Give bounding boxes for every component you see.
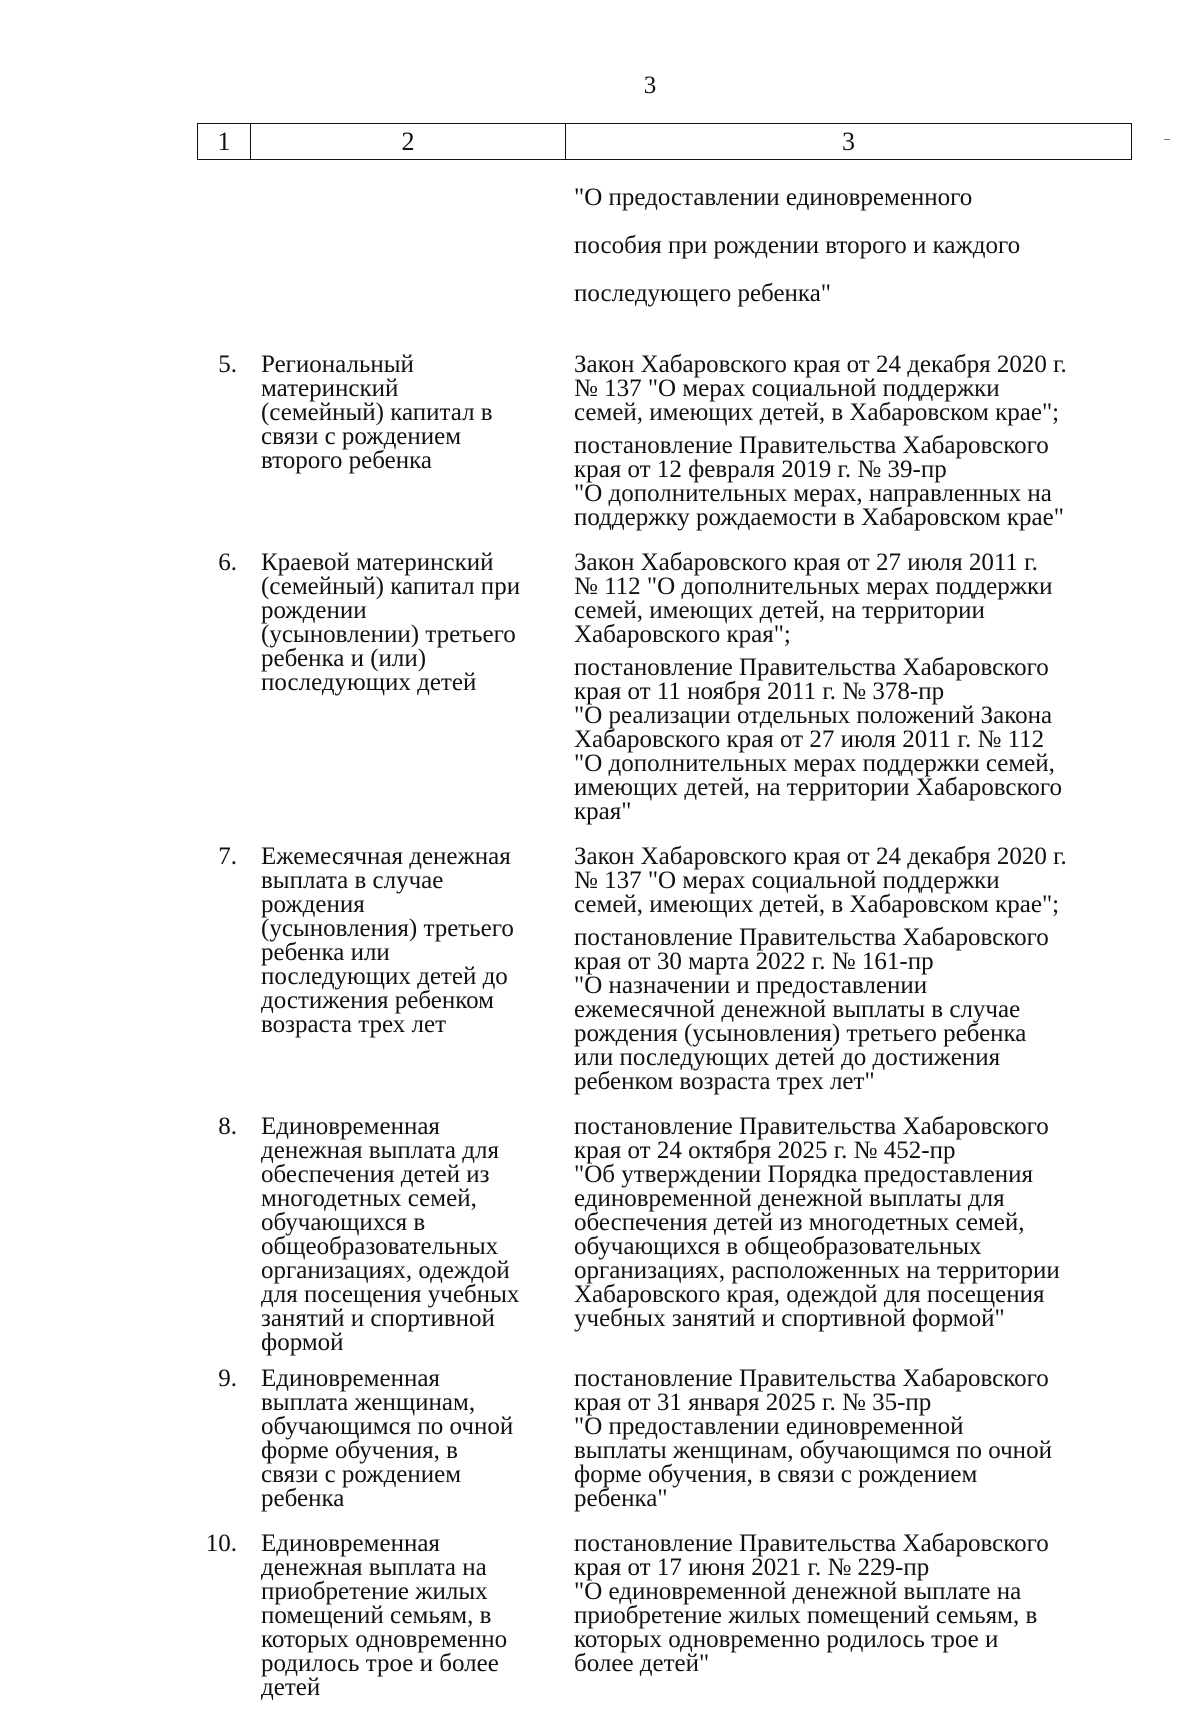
table-header-row xyxy=(197,123,1132,160)
legal-acts xyxy=(562,1367,1122,1520)
continuation-row xyxy=(0,162,1200,339)
row-number: 5. xyxy=(218,351,237,378)
table-row xyxy=(0,551,1200,833)
measures-list xyxy=(0,353,1200,1700)
table-row xyxy=(0,1532,1200,1700)
row-number: 7. xyxy=(218,843,237,870)
header-col-1: 1 xyxy=(198,124,251,159)
legal-acts xyxy=(562,353,1122,539)
table-row xyxy=(0,845,1200,1103)
measure-name: Единовременная денежная выплата для обеспечения детей из многодетных семей, обучающихся в общеобразовательных организациях, одеждой для посещения учебных занятий и спортивной формой xyxy=(261,1113,520,1356)
measure-name: Единовременная выплата женщинам, обучающимся по очной форме обучения, в связи с рождением ребенка xyxy=(261,1365,514,1512)
table-row xyxy=(0,353,1200,539)
legal-act: Закон Хабаровского края от 24 декабря 2020 г. № 137 "О мерах социальной поддержки семей, имеющих детей, в Хабаровском крае"; xyxy=(574,351,1067,426)
table-row xyxy=(0,1115,1200,1355)
scan-mark xyxy=(1164,139,1170,140)
row-number: 9. xyxy=(218,1365,237,1392)
legal-act: Закон Хабаровского края от 27 июля 2011 г. № 112 "О дополнительных мерах поддержки семей, имеющих детей, на территории Хабаровского края"; xyxy=(574,549,1053,648)
measure-name: Ежемесячная денежная выплата в случае рождения (усыновления) третьего ребенка или последующих детей до достижения ребенком возраста трех лет xyxy=(261,843,514,1038)
legal-acts xyxy=(562,1115,1122,1355)
header-col-2: 2 xyxy=(251,124,566,159)
row-number: 6. xyxy=(218,549,237,576)
measure-name: Единовременная денежная выплата на приобретение жилых помещений семьям, в которых одновременно родилось трое и более детей xyxy=(261,1530,508,1701)
legal-act: постановление Правительства Хабаровского края от 30 марта 2022 г. № 161-пр "О назначении и предоставлении ежемесячной денежной выплаты в случае рождения (усыновления) третьего ребенка или последующих детей до достижения ребенком возраста трех лет" xyxy=(574,924,1049,1095)
measure-name: Краевой материнский (семейный) капитал при рождении (усыновлении) третьего ребенка и (или) последующих детей xyxy=(261,549,521,696)
document-table-body xyxy=(0,162,1200,1712)
table-row xyxy=(0,1367,1200,1520)
legal-acts xyxy=(562,1532,1122,1700)
legal-act: постановление Правительства Хабаровского края от 24 октября 2025 г. № 452-пр "Об утверждении Порядка предоставления единовременной денежной выплаты для обеспечения детей из многодетных семей, обучающихся в общеобразовательных организациях, расположенных на территории Хабаровского края, одеждой для посещения учебных занятий и спортивной формой" xyxy=(574,1113,1060,1332)
legal-act: Закон Хабаровского края от 24 декабря 2020 г. № 137 "О мерах социальной поддержки семей, имеющих детей, в Хабаровском крае"; xyxy=(574,843,1067,918)
legal-acts xyxy=(562,845,1122,1103)
legal-acts xyxy=(562,551,1122,833)
legal-act: постановление Правительства Хабаровского края от 17 июня 2021 г. № 229-пр "О единовременной денежной выплате на приобретение жилых помещений семьям, в которых одновременно родилось трое и более детей" xyxy=(574,1530,1049,1677)
page-number: 3 xyxy=(643,72,657,99)
measure-name: Региональный материнский (семейный) капитал в связи с рождением второго ребенка xyxy=(261,351,493,474)
continuation-text: "О предоставлении единовременного пособия при рождении второго и каждого последующего ребенка" xyxy=(574,184,1021,307)
legal-act: постановление Правительства Хабаровского края от 12 февраля 2019 г. № 39-пр "О дополнительных мерах, направленных на поддержку рождаемости в Хабаровском крае" xyxy=(574,432,1064,531)
row-number: 10. xyxy=(205,1530,237,1557)
row-number: 8. xyxy=(218,1113,237,1140)
header-col-3: 3 xyxy=(842,126,855,156)
legal-act: постановление Правительства Хабаровского края от 31 января 2025 г. № 35-пр "О предоставлении единовременной выплаты женщинам, обучающимся по очной форме обучения, в связи с рождением ребенка" xyxy=(574,1365,1052,1512)
legal-act: постановление Правительства Хабаровского края от 11 ноября 2011 г. № 378-пр "О реализации отдельных положений Закона Хабаровского края от 27 июля 2011 г. № 112 "О дополнительных мерах поддержки семей, имеющих детей, на территории Хабаровского края" xyxy=(574,654,1063,825)
